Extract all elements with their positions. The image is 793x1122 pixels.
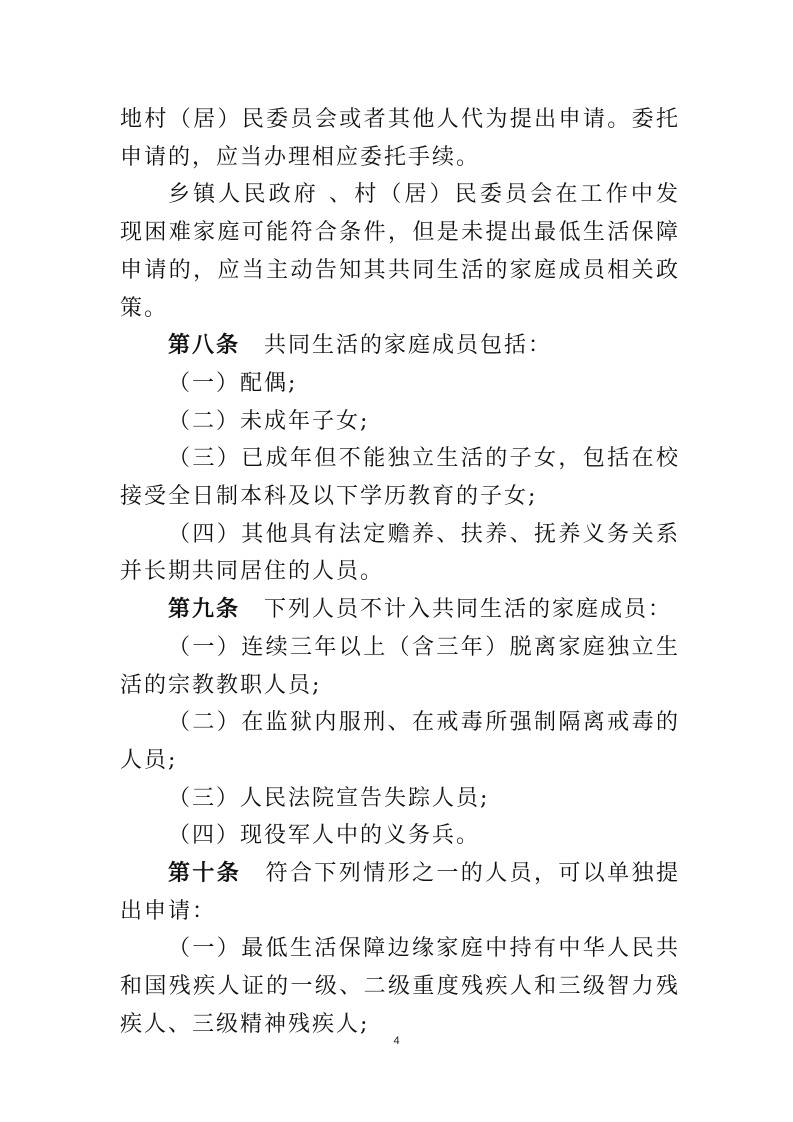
article-heading: 第八条 (168, 332, 241, 359)
article-heading: 第十条 (168, 860, 242, 887)
paragraph-text: （二）在监狱内服刑、在戒毒所强制隔离戒毒的人员; (120, 710, 680, 773)
paragraph-text: （四）现役军人中的义务兵。 (168, 823, 481, 849)
article-10 (120, 855, 680, 930)
paragraph-text: （三）已成年但不能独立生活的子女，包括在校接受全日制本科及以下学历教育的子女; (120, 446, 680, 510)
paragraph-text: （二）未成年子女; (168, 408, 370, 434)
list-item (120, 629, 680, 704)
paragraph-text: 地村（居）民委员会或者其他人代为提出申请。委托申请的，应当办理相应委托手续。 (120, 107, 680, 170)
list-item (120, 930, 680, 1043)
article-heading: 第九条 (168, 596, 241, 623)
page-number: 4 (393, 1035, 400, 1047)
paragraph-text: （一）最低生活保障边缘家庭中持有中华人民共和国残疾人证的一级、二级重度残疾人和三级智力残疾人、三级精神残疾人; (120, 936, 680, 1037)
paragraph (120, 101, 680, 176)
paragraph-text: （一）配偶; (168, 370, 298, 396)
paragraph-text: 乡镇人民政府 、村（居）民委员会在工作中发现困难家庭可能符合条件，但是未提出最低生活保障申请的，应当主动告知其共同生活的家庭成员相关政策。 (120, 182, 680, 321)
article-9 (120, 591, 680, 629)
document-body (120, 101, 680, 1044)
paragraph-text: （四）其他具有法定赡养、扶养、抚养义务关系并长期共同居住的人员。 (120, 521, 680, 585)
paragraph-text: 下列人员不计入共同生活的家庭成员： (240, 597, 673, 623)
paragraph-text: （一）连续三年以上（含三年）脱离家庭独立生活的宗教教职人员; (120, 634, 680, 698)
list-item (120, 365, 680, 403)
paragraph-text: 共同生活的家庭成员包括： (240, 333, 553, 359)
paragraph (120, 176, 680, 327)
list-item (120, 440, 680, 515)
list-item (120, 516, 680, 591)
list-item (120, 780, 680, 818)
list-item (120, 817, 680, 855)
list-item (120, 403, 680, 441)
paragraph-text: （三）人民法院宣告失踪人员; (168, 785, 490, 811)
article-8 (120, 327, 680, 365)
paragraph-text: 符合下列情形之一的人员，可以单独提出申请： (120, 861, 680, 924)
list-item (120, 704, 680, 779)
